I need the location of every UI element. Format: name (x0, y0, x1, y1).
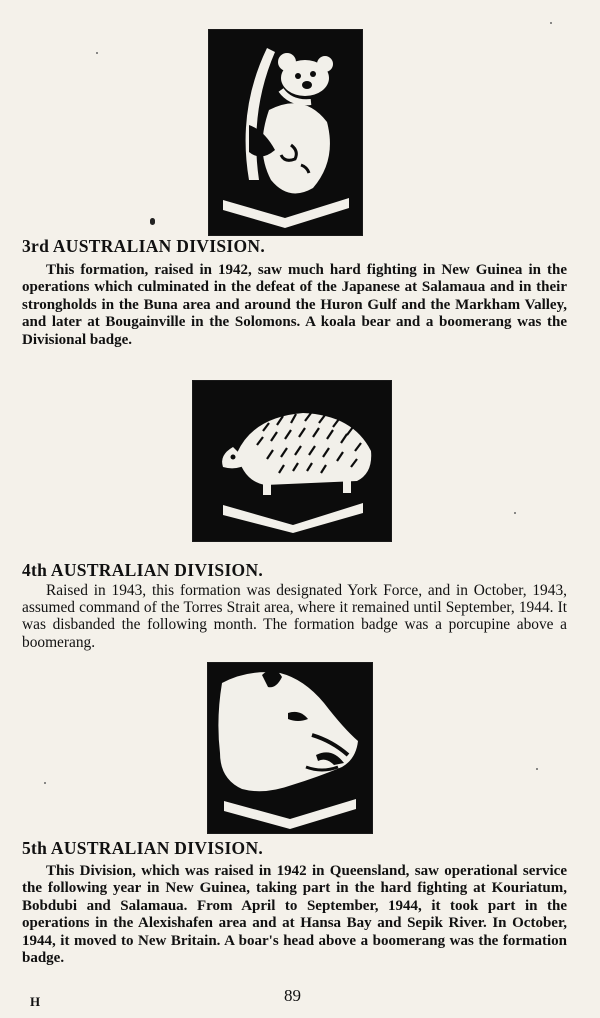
section-body-5th-division: This Division, which was raised in 1942 in Queensland, saw operational service the following year in New Guinea, taking part in the hard fighting at Kouriatum, Bobdubi and Salamaua. From April to September, 1944, it took part in the operations in the Alexishafen area and at Hansa Bay and Sepik River. In October, 1944, it moved to New Britain. A boar's head above a boomerang was the formation badge. (22, 863, 567, 967)
section-heading-5th-division: 5th AUSTRALIAN DIVISION. (22, 838, 264, 858)
scan-speck (44, 782, 46, 784)
section-body-4th-division: Raised in 1943, this formation was designated York Force, and in October, 1943, assumed command of the Torres Strait area, where it remained until September, 1944. It was disbanded the following month. The formation badge was a porcupine above a boomerang. (22, 582, 567, 651)
porcupine-badge-image (193, 381, 391, 541)
scan-speck (96, 52, 98, 54)
porcupine-boomerang-icon (193, 381, 391, 541)
section-heading-4th-division: 4th AUSTRALIAN DIVISION. (22, 560, 264, 580)
boar-head-boomerang-icon (208, 663, 372, 833)
koala-badge-image (209, 30, 362, 235)
scan-speck (514, 512, 516, 514)
ink-dot (150, 218, 155, 225)
scan-speck (550, 22, 552, 24)
scan-speck (536, 768, 538, 770)
koala-boomerang-icon (209, 30, 362, 235)
section-body-3rd-division: This formation, raised in 1942, saw much hard fighting in New Guinea in the operations which culminated in the defeat of the Japanese at Salamaua and in their strongholds in the Buna area and around the Huron Gulf and the Markham Valley, and later at Bougainville in the Solomons. A koala bear and a boomerang was the Divisional badge. (22, 262, 567, 348)
boar-head-badge-image (208, 663, 372, 833)
signature-mark: H (30, 994, 41, 1009)
page-number: 89 (284, 986, 301, 1005)
section-heading-3rd-division: 3rd AUSTRALIAN DIVISION. (22, 236, 266, 256)
